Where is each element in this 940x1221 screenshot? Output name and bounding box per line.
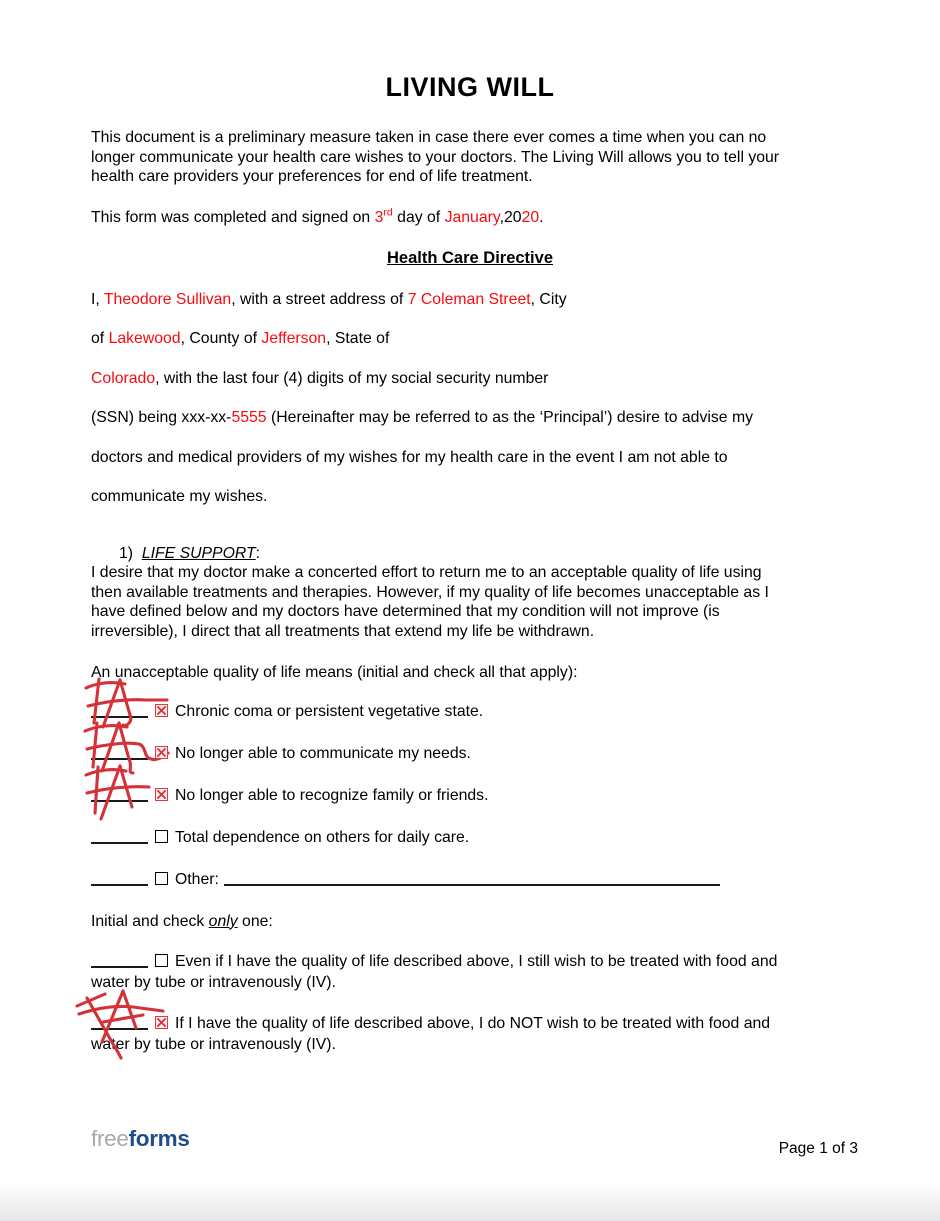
checkbox-item-label: Even if I have the quality of life described above, I still wish to be treated with food and	[175, 953, 778, 970]
checkbox-item-label: Total dependence on others for daily care.	[175, 828, 470, 846]
other-fill-line[interactable]	[224, 871, 720, 886]
checkbox-checked-icon[interactable]	[155, 1016, 168, 1029]
checkbox-checked-icon[interactable]	[155, 746, 168, 759]
checkbox-item	[91, 951, 849, 993]
checkbox-unchecked-icon[interactable]	[155, 830, 168, 843]
initials-line[interactable]	[91, 871, 148, 886]
checkbox-item-label-continued: water by tube or intravenously (IV).	[91, 1036, 336, 1053]
initials-line[interactable]	[91, 1015, 148, 1030]
directive-line: of Lakewood, County of Jefferson, State of	[91, 330, 390, 347]
checkbox-unchecked-icon[interactable]	[155, 954, 168, 967]
only-one-prompt: Initial and check only one:	[91, 912, 273, 930]
life-support-line: then available treatments and therapies. However, if my quality of life becomes unacceptable as I	[91, 583, 769, 601]
checkbox-item-label: Chronic coma or persistent vegetative state.	[175, 702, 484, 720]
life-support-title: LIFE SUPPORT	[141, 544, 256, 562]
initials-line[interactable]	[91, 829, 148, 844]
checkbox-item	[91, 786, 849, 806]
intro-line: health care providers your preferences for end of life treatment.	[91, 168, 533, 185]
life-support-line: have defined below and my doctors have determined that my condition will not improve (is	[91, 603, 720, 620]
checkbox-item-label: No longer able to communicate my needs.	[175, 744, 471, 762]
life-support-heading: 1) LIFE SUPPORT:	[119, 544, 261, 562]
section-heading-health-care-directive: Health Care Directive	[387, 249, 553, 267]
logo-free-text: free	[91, 1126, 129, 1151]
checkbox-item	[91, 870, 849, 890]
logo-forms-text: forms	[128, 1126, 190, 1151]
intro-line: This document is a preliminary measure taken in case there ever comes a time when you can no	[91, 129, 767, 146]
checkbox-item	[91, 744, 849, 764]
life-support-paragraph	[91, 563, 849, 641]
life-support-line: I desire that my doctor make a concerted effort to return me to an acceptable quality of life using	[91, 564, 762, 581]
checkbox-item-label-continued: water by tube or intravenously (IV).	[91, 974, 336, 991]
checkbox-item-label: Other:	[175, 870, 219, 888]
checkbox-checked-icon[interactable]	[155, 788, 168, 801]
signing-date-line: This form was completed and signed on 3rd day of January,2020.	[91, 206, 544, 226]
initials-line[interactable]	[91, 703, 148, 718]
checkbox-unchecked-icon[interactable]	[155, 872, 168, 885]
directive-line: communicate my wishes.	[91, 488, 268, 505]
directive-line: doctors and medical providers of my wishes for my health care in the event I am not able to	[91, 448, 728, 466]
quality-of-life-prompt: An unacceptable quality of life means (initial and check all that apply):	[91, 664, 578, 681]
page-number: Page 1 of 3	[778, 1140, 858, 1157]
initials-line[interactable]	[91, 787, 148, 802]
intro-line: longer communicate your health care wishes to your doctors. The Living Will allows you to tell your	[91, 148, 780, 166]
intro-paragraph	[91, 128, 849, 187]
checkbox-item	[91, 828, 849, 848]
directive-line: Colorado, with the last four (4) digits of my social security number	[91, 369, 549, 387]
checkbox-checked-icon[interactable]	[155, 704, 168, 717]
initials-line[interactable]	[91, 953, 148, 968]
life-support-line: irreversible), I direct that all treatments that extend my life be withdrawn.	[91, 622, 595, 640]
directive-line: I, Theodore Sullivan, with a street address of 7 Coleman Street, City	[91, 290, 567, 308]
checkbox-item-label: No longer able to recognize family or friends.	[175, 786, 489, 804]
directive-line: (SSN) being xxx-xx-5555 (Hereinafter may be referred to as the ‘Principal’) desire to advise my	[91, 409, 754, 426]
page-bottom-edge	[0, 1183, 940, 1221]
page-title: LIVING WILL	[385, 72, 555, 102]
freeforms-logo	[91, 1127, 190, 1151]
checkbox-item-label: If I have the quality of life described above, I do NOT wish to be treated with food and	[175, 1015, 771, 1032]
directive-paragraph	[91, 290, 849, 507]
checkbox-item	[91, 1013, 849, 1055]
quality-checklist	[91, 702, 849, 890]
checkbox-item	[91, 702, 849, 722]
list-number: 1)	[119, 544, 134, 562]
initials-line[interactable]	[91, 745, 148, 760]
